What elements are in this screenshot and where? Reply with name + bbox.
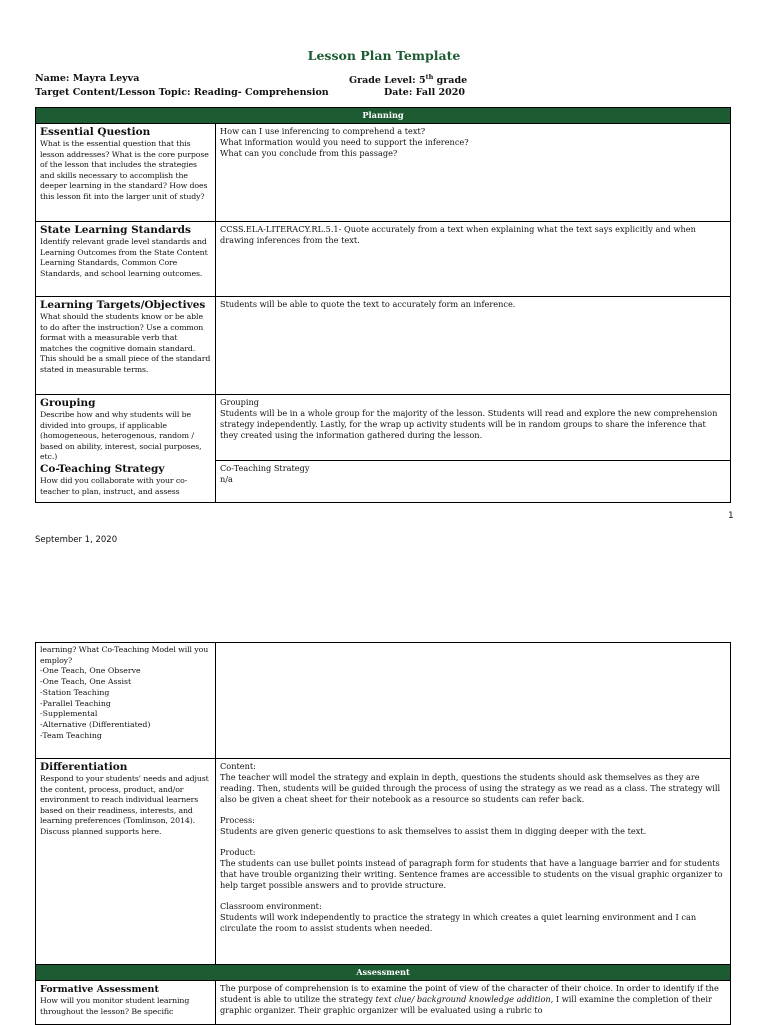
grouping-desc: Describe how and why students will be divided into groups, if applicable (homogeneous, heterogenous, random / based on ability, interest, social purposes, etc.) — [40, 410, 202, 462]
essential-line: What information would you need to support the inference? — [220, 137, 469, 147]
planning-band: Planning — [36, 108, 731, 124]
differentiation-heading: Differentiation — [40, 761, 128, 773]
learning-targets-desc: What should the students know or be able to do after the instruction? Use a common format with a measurable verb that matches the cognitive domain standard. This should be a small piece of the standard stated in measurable terms. — [40, 312, 211, 374]
list-item: -Parallel Teaching — [40, 698, 111, 708]
environment-label: Classroom environment: — [220, 901, 322, 911]
formative-assessment-answer[interactable] — [216, 981, 731, 1025]
differentiation-cell — [36, 759, 216, 965]
grade-suffix: th — [425, 73, 434, 81]
grouping-label: Grouping — [220, 397, 260, 407]
formative-text-italic: text clue/ background knowledge addition — [375, 994, 551, 1004]
essential-question-heading: Essential Question — [40, 126, 151, 138]
topic-label: Target Content/Lesson Topic: — [35, 87, 191, 98]
list-item: -Alternative (Differentiated) — [40, 720, 151, 730]
assessment-band: Assessment — [36, 965, 731, 981]
learning-targets-cell — [36, 297, 216, 395]
state-standards-answer[interactable]: CCSS.ELA-LITERACY.RL.5.1- Quote accurately from a text when explaining what the text says explicitly and when drawing inferences from the text. — [216, 222, 731, 297]
list-item: -Station Teaching — [40, 687, 110, 697]
list-item: -Supplemental — [40, 709, 98, 719]
list-item: -Team Teaching — [40, 730, 102, 740]
essential-line: What can you conclude from this passage? — [220, 148, 398, 158]
coteaching-desc: How did you collaborate with your co-teacher to plan, instruct, and assess — [40, 475, 188, 496]
grouping-text: Students will be in a whole group for the majority of the lesson. Students will read and explore the new comprehension strategy independently. Lastly, for the wrap up activity students will be in random groups to share the inference that they created using the information gathered during the lesson. — [220, 408, 718, 440]
essential-question-cell — [36, 124, 216, 222]
date-line — [384, 87, 465, 98]
coteaching-heading: Co-Teaching Strategy — [40, 462, 165, 475]
grade-label: Grade Level: — [349, 75, 416, 87]
content-text: The teacher will model the strategy and explain in depth, questions the students should ask themselves as they are reading. Then, students will be guided through the process of using the strategy as we read as a class. The strategy will also be given a cheat sheet for their notebook as a resource so students can refer back. — [220, 772, 721, 804]
formative-assessment-heading: Formative Assessment — [40, 984, 159, 995]
essential-question-answer[interactable] — [216, 124, 731, 222]
learning-targets-heading: Learning Targets/Objectives — [40, 299, 206, 311]
name-value: Mayra Leyva — [72, 73, 140, 84]
product-label: Product: — [220, 847, 256, 857]
date-value: Fall 2020 — [415, 87, 466, 98]
differentiation-answer[interactable] — [216, 759, 731, 965]
coteaching-cont-cell — [36, 643, 216, 759]
grade-number: 5 — [418, 75, 426, 87]
differentiation-desc: Respond to your students' needs and adjust the content, process, product, and/or environment to reach individual learners based on their readiness, interests, and learning preferences (Tomlinson, 2014). Discuss planned supports here. — [40, 774, 209, 836]
page-number: 1 — [728, 511, 734, 521]
grade-line — [349, 73, 467, 86]
list-item: -One Teach, One Observe — [40, 666, 141, 676]
name-label: Name: — [35, 73, 70, 84]
formative-text-b: , I will examine the completion of their graphic organizer. Their graphic organizer will be evaluated using a rubric to — [220, 994, 712, 1015]
process-text: Students are given generic questions to ask themselves to assist them in digging deeper with the text. — [220, 826, 647, 836]
topic-value: Reading- Comprehension — [193, 87, 329, 98]
name-line — [35, 73, 139, 84]
product-text: The students can use bullet points instead of paragraph form for students that have a language barrier and for students that have trouble organizing their writing. Sentence frames are accessible to students on the visual graphic organizer to help target possible answers and to provide structure. — [220, 858, 723, 890]
grade-word: grade — [436, 75, 468, 87]
coteaching-model-list — [40, 666, 211, 742]
essential-question-desc: What is the essential question that this lesson addresses? What is the core purpose of the lesson that includes the strategies and skills necessary to accomplish the deeper learning in the standard? How does this lesson fit into the larger unit of study? — [40, 139, 209, 201]
essential-line: How can I use inferencing to comprehend a text? — [220, 126, 426, 136]
process-label: Process: — [220, 815, 255, 825]
state-standards-heading: State Learning Standards — [40, 224, 191, 236]
coteaching-answer[interactable] — [216, 461, 731, 503]
grouping-answer[interactable] — [216, 395, 731, 461]
formative-assessment-cell — [36, 981, 216, 1025]
footer-date: September 1, 2020 — [35, 535, 118, 545]
formative-assessment-desc: How will you monitor student learning throughout the lesson? Be specific — [40, 996, 190, 1016]
coteaching-desc-cont: learning? What Co-Teaching Model will you employ? — [40, 645, 209, 665]
environment-text: Students will work independently to practice the strategy in which creates a quiet learning environment and I can circulate the room to assist students when needed. — [220, 912, 697, 933]
formative-text-a: The purpose of comprehension is to examine the point of view of the character of their choice. In order to identify if the student is able to utilize the strategy — [220, 983, 719, 1004]
continuation-table — [35, 642, 731, 1025]
coteaching-value: n/a — [220, 474, 233, 484]
grouping-heading: Grouping — [40, 397, 96, 409]
state-standards-cell — [36, 222, 216, 297]
coteaching-label: Co-Teaching Strategy — [220, 463, 310, 473]
content-label: Content: — [220, 761, 256, 771]
topic-line — [35, 87, 329, 98]
grouping-coteach-cell — [36, 395, 216, 503]
state-standards-desc: Identify relevant grade level standards and Learning Outcomes from the State Content Learning Standards, Common Core Standards, and school learning outcomes. — [40, 237, 208, 278]
learning-targets-answer[interactable]: Students will be able to quote the text to accurately form an inference. — [216, 297, 731, 395]
coteaching-cont-answer[interactable] — [216, 643, 731, 759]
list-item: -One Teach, One Assist — [40, 676, 132, 686]
page-title: Lesson Plan Template — [307, 48, 461, 63]
planning-table — [35, 107, 731, 503]
date-label: Date: — [384, 87, 413, 98]
